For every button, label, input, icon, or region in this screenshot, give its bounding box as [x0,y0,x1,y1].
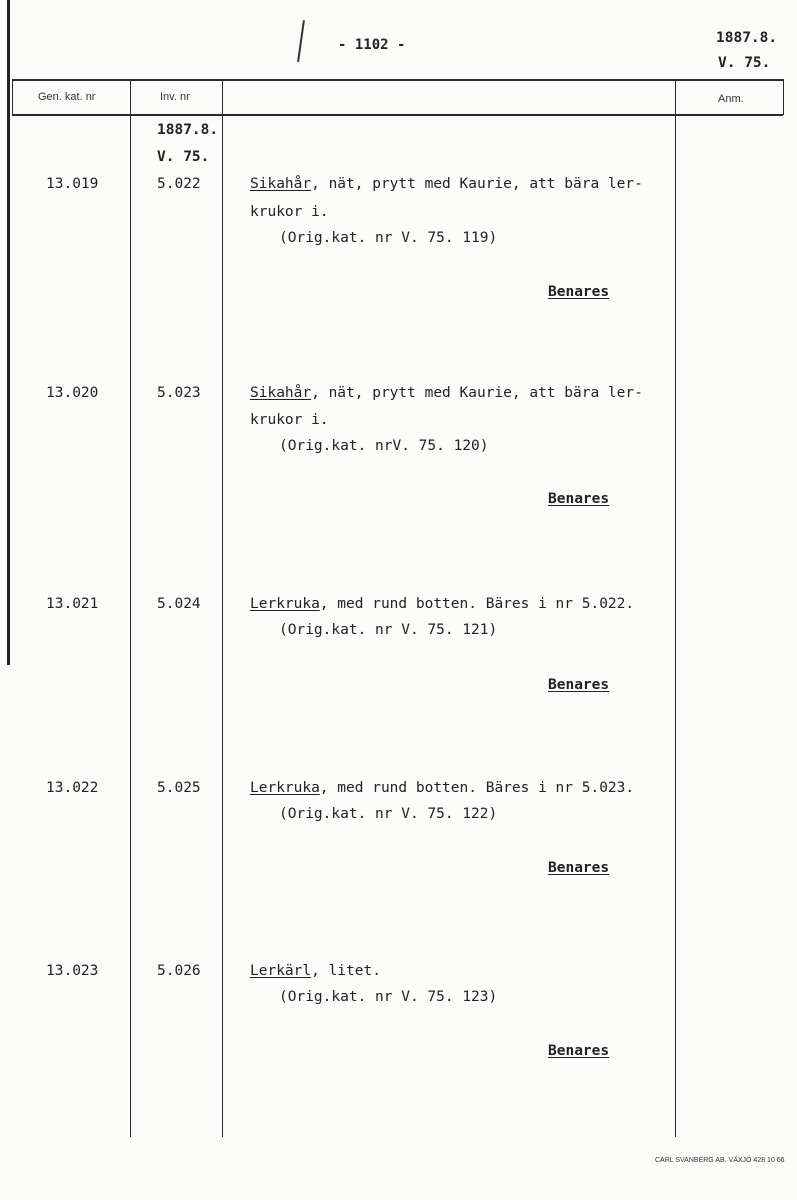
gen-kat-nr: 13.022 [46,780,99,796]
description-line1 [250,176,643,192]
place-benares: Benares [548,860,610,876]
item-title: Lerkruka [250,596,320,612]
printer-imprint: CARL SVANBERG AB. VÄXJÖ 428 10 66 [655,1157,785,1164]
gen-kat-nr: 13.021 [46,596,99,612]
inv-ref-line2: V. 75. [157,149,210,165]
page-number: - 1102 - [338,37,406,53]
description-line1 [250,963,381,979]
item-title: Sikahår [250,385,312,401]
item-desc: , litet. [311,963,381,979]
place-benares: Benares [548,491,610,507]
orig-kat-ref: (Orig.kat. nr V. 75. 119) [279,230,498,246]
col-divider-5 [783,79,784,115]
orig-kat-ref: (Orig.kat. nr V. 75. 122) [279,806,498,822]
inv-nr: 5.026 [157,963,201,979]
description-line1 [250,780,634,796]
header-ref-line1: 1887.8. [716,30,778,46]
col-divider-4 [675,79,676,1137]
gen-kat-nr: 13.019 [46,176,99,192]
binding-edge [7,0,10,665]
description-line1 [250,596,634,612]
col-divider-3 [222,79,223,1137]
item-desc: , med rund botten. Bäres i nr 5.022. [319,596,635,612]
table-top-rule [12,79,783,81]
orig-kat-ref: (Orig.kat. nrV. 75. 120) [279,438,489,454]
inv-nr: 5.022 [157,176,201,192]
orig-kat-ref: (Orig.kat. nr V. 75. 121) [279,622,498,638]
gen-kat-nr: 13.020 [46,385,99,401]
header-bottom-rule [12,114,783,116]
col-divider-2 [130,79,131,1137]
col-divider-1 [12,79,13,115]
item-desc: , med rund botten. Bäres i nr 5.023. [319,780,635,796]
item-desc: , nät, prytt med Kaurie, att bära ler- [311,176,643,192]
inv-nr: 5.025 [157,780,201,796]
inv-nr: 5.024 [157,596,201,612]
item-desc: , nät, prytt med Kaurie, att bära ler- [311,385,643,401]
item-title: Sikahår [250,176,312,192]
header-ref-line2: V. 75. [718,55,771,71]
col-header-gen-kat: Gen. kat. nr [38,91,96,103]
orig-kat-ref: (Orig.kat. nr V. 75. 123) [279,989,498,1005]
pen-mark [297,20,304,62]
place-benares: Benares [548,284,610,300]
description-line2: krukor i. [250,412,329,428]
description-line2: krukor i. [250,204,329,220]
inv-nr: 5.023 [157,385,201,401]
place-benares: Benares [548,1043,610,1059]
place-benares: Benares [548,677,610,693]
description-line1 [250,385,643,401]
inv-ref-line1: 1887.8. [157,122,219,138]
col-header-anm: Anm. [718,93,744,105]
gen-kat-nr: 13.023 [46,963,99,979]
item-title: Lerkruka [250,780,320,796]
col-header-inv: Inv. nr [160,91,190,103]
item-title: Lerkärl [250,963,312,979]
